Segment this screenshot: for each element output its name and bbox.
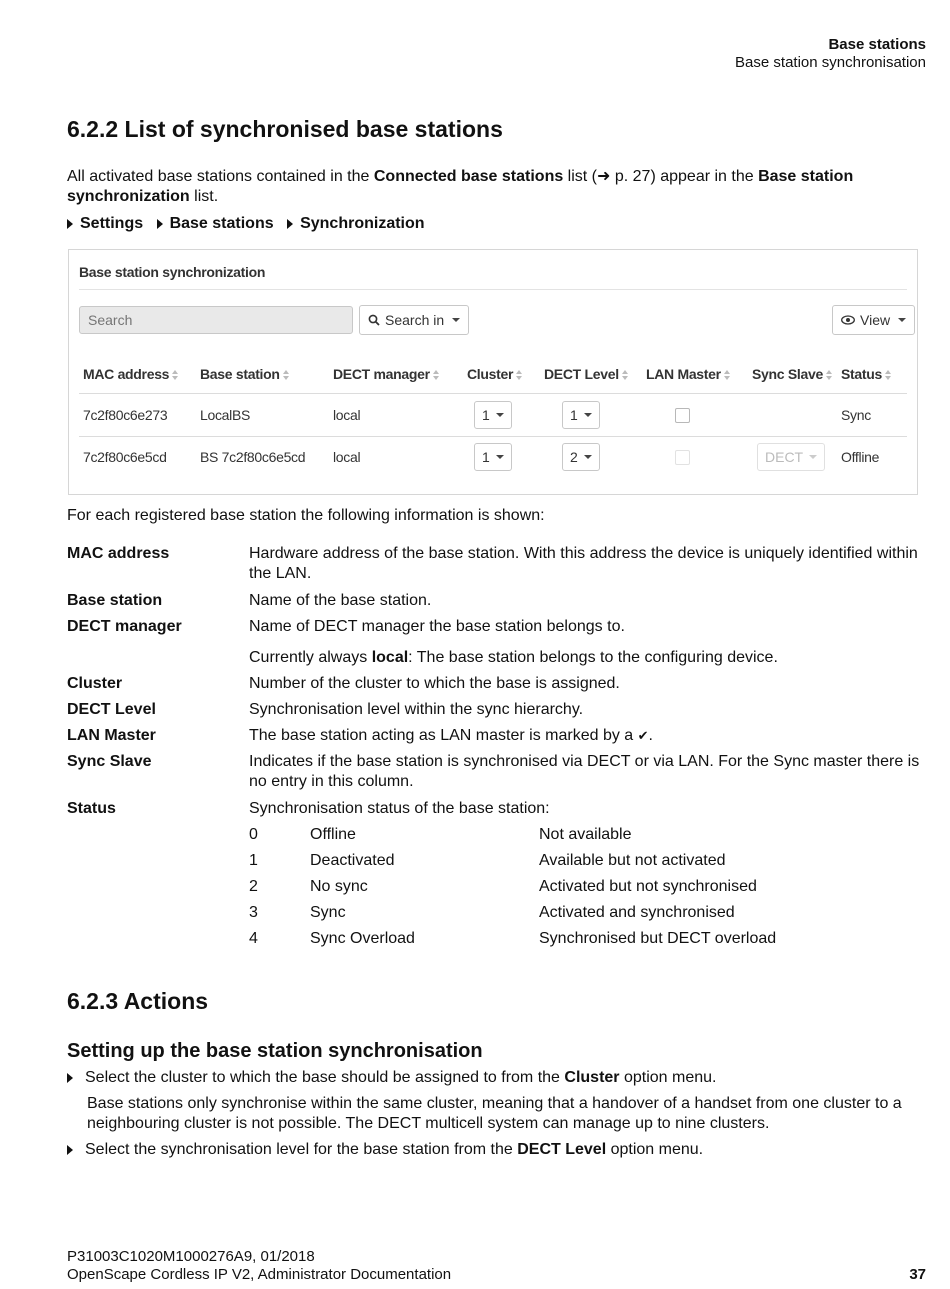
cell-base-station: LocalBS	[200, 407, 251, 423]
divider	[79, 436, 907, 437]
caret-down-icon	[452, 318, 460, 322]
desc-status: Synchronisation status of the base station:	[249, 800, 550, 817]
term-dect-manager: DECT manager	[67, 618, 182, 635]
intro-text: list.	[189, 188, 219, 205]
intro-bold-connected: Connected base stations	[373, 168, 564, 185]
intro-text: All activated base stations contained in the	[67, 168, 374, 185]
status-meaning: Synchronised but DECT overload	[539, 930, 777, 947]
step-1	[67, 1068, 927, 1088]
select-value: 1	[482, 407, 490, 423]
desc-dect-manager-note	[249, 648, 929, 668]
view-label: View	[860, 312, 891, 328]
desc-mac: Hardware address of the base station. With this address the device is uniquely identified within the LAN.	[249, 545, 918, 582]
cell-mac: 7c2f80c6e273	[83, 407, 168, 423]
step-text: option menu.	[606, 1141, 704, 1158]
intro-text: list (	[563, 168, 598, 185]
column-header-label: MAC address	[83, 366, 170, 382]
note-bold: local	[371, 649, 409, 666]
search-in-button[interactable]	[359, 305, 469, 335]
status-meaning: Activated but not synchronised	[539, 878, 757, 895]
eye-icon	[841, 315, 855, 325]
intro-paragraph	[67, 167, 927, 207]
arrow-right-icon: ➜	[597, 168, 611, 185]
triangle-right-icon	[157, 219, 163, 229]
term-status: Status	[67, 800, 116, 817]
sync-panel	[68, 249, 918, 495]
sort-icon	[172, 370, 178, 380]
column-header-label: Base station	[200, 366, 280, 382]
step-2	[67, 1140, 927, 1160]
status-code: 4	[249, 930, 258, 947]
lan-master-checkbox	[675, 450, 690, 465]
caret-down-icon	[496, 455, 504, 459]
triangle-right-icon	[287, 219, 293, 229]
term-cluster: Cluster	[67, 675, 123, 692]
select-value: DECT	[765, 449, 804, 465]
term-dect-level: DECT Level	[67, 701, 156, 718]
cell-dect-manager: local	[333, 449, 361, 465]
search-input[interactable]	[79, 306, 353, 334]
page-number: 37	[909, 1266, 926, 1283]
dect-level-select[interactable]	[562, 401, 600, 429]
cluster-select[interactable]	[474, 443, 512, 471]
select-value: 1	[482, 449, 490, 465]
caret-down-icon	[584, 413, 592, 417]
column-header-label: DECT Level	[544, 366, 619, 382]
footer-doc-id: P31003C1020M1000276A9, 01/2018	[67, 1248, 315, 1265]
caret-down-icon	[809, 455, 817, 459]
column-header-lan-master[interactable]	[646, 366, 730, 382]
term-lan-master: LAN Master	[67, 727, 156, 744]
status-code: 2	[249, 878, 258, 895]
status-code: 3	[249, 904, 258, 921]
column-header-label: Cluster	[467, 366, 514, 382]
status-name: Offline	[310, 826, 356, 843]
panel-title: Base station synchronization	[79, 264, 266, 280]
status-meaning: Not available	[539, 826, 632, 843]
term-base-station: Base station	[67, 592, 163, 609]
column-header-dect-manager[interactable]	[333, 366, 439, 382]
sort-icon	[885, 370, 891, 380]
sort-icon	[516, 370, 522, 380]
step-1-note: Base stations only synchronise within the same cluster, meaning that a handover of a handset from one cluster to a neighbouring cluster is not possible. The DECT multicell system can manage up to nine clusters.	[87, 1095, 902, 1132]
section-heading-6-2-2: 6.2.2 List of synchronised base stations	[67, 116, 503, 142]
column-header-label: DECT manager	[333, 366, 430, 382]
step-bold: Cluster	[564, 1069, 620, 1086]
caret-down-icon	[496, 413, 504, 417]
cell-mac: 7c2f80c6e5cd	[83, 449, 167, 465]
view-button[interactable]	[832, 305, 915, 335]
status-name: Deactivated	[310, 852, 395, 869]
desc-dect-level: Synchronisation level within the sync hierarchy.	[249, 701, 584, 718]
caret-down-icon	[584, 455, 592, 459]
cell-base-station: BS 7c2f80c6e5cd	[200, 449, 306, 465]
cluster-select[interactable]	[474, 401, 512, 429]
cell-status: Offline	[841, 449, 880, 465]
column-header-base-station[interactable]	[200, 366, 289, 382]
desc-text: .	[648, 727, 653, 744]
desc-lan-master	[249, 726, 929, 746]
column-header-status[interactable]	[841, 366, 891, 382]
term-sync-slave: Sync Slave	[67, 753, 152, 770]
dect-level-select[interactable]	[562, 443, 600, 471]
info-intro: For each registered base station the following information is shown:	[67, 507, 545, 524]
subheading-setup: Setting up the base station synchronisation	[67, 1040, 483, 1062]
triangle-right-icon	[67, 1145, 73, 1155]
note-text: Currently always	[249, 649, 372, 666]
triangle-right-icon	[67, 1073, 73, 1083]
status-meaning: Activated and synchronised	[539, 904, 735, 921]
sort-icon	[433, 370, 439, 380]
column-header-sync-slave[interactable]	[752, 366, 832, 382]
column-header-label: Sync Slave	[752, 366, 823, 382]
running-header	[735, 36, 926, 72]
status-code: 0	[249, 826, 258, 843]
status-meaning: Available but not activated	[539, 852, 726, 869]
cell-dect-manager: local	[333, 407, 361, 423]
search-icon	[368, 314, 380, 326]
desc-cluster: Number of the cluster to which the base is assigned.	[249, 675, 620, 692]
status-name: Sync Overload	[310, 930, 415, 947]
step-text: option menu.	[619, 1069, 717, 1086]
step-bold: DECT Level	[517, 1141, 607, 1158]
section-heading-6-2-3: 6.2.3 Actions	[67, 988, 209, 1014]
menu-path-item: Base stations	[169, 215, 274, 232]
column-header-label: Status	[841, 366, 882, 382]
checkmark-icon: ✔	[637, 728, 649, 743]
column-header-label: LAN Master	[646, 366, 721, 382]
intro-bold-sync-list: Base station synchronization	[67, 168, 854, 205]
section-title: Base station synchronisation	[735, 54, 926, 71]
triangle-right-icon	[67, 219, 73, 229]
divider	[79, 289, 907, 290]
select-value: 2	[570, 449, 578, 465]
intro-text: p. 27) appear in the	[610, 168, 759, 185]
column-header-mac[interactable]	[83, 366, 178, 382]
select-value: 1	[570, 407, 578, 423]
note-text: : The base station belongs to the configuring device.	[408, 649, 778, 666]
menu-path-item: Synchronization	[300, 215, 425, 232]
footer	[67, 1248, 451, 1284]
column-header-dect-level[interactable]	[544, 366, 628, 382]
desc-dect-manager: Name of DECT manager the base station belongs to.	[249, 618, 625, 635]
menu-path	[67, 214, 425, 234]
footer-doc-title: OpenScape Cordless IP V2, Administrator Documentation	[67, 1266, 452, 1283]
lan-master-checkbox[interactable]	[675, 408, 690, 423]
sort-icon	[283, 370, 289, 380]
desc-base-station: Name of the base station.	[249, 592, 432, 609]
search-in-label: Search in	[385, 312, 445, 328]
caret-down-icon	[898, 318, 906, 322]
menu-path-item: Settings	[80, 215, 144, 232]
cell-status: Sync	[841, 407, 871, 423]
column-header-cluster[interactable]	[467, 366, 522, 382]
desc-sync-slave: Indicates if the base station is synchronised via DECT or via LAN. For the Sync master there is no entry in this column.	[249, 753, 920, 790]
step-text: Select the synchronisation level for the base station from the	[85, 1141, 518, 1158]
chapter-title: Base stations	[828, 36, 926, 53]
sort-icon	[724, 370, 730, 380]
sort-icon	[826, 370, 832, 380]
step-text: Select the cluster to which the base should be assigned to from the	[85, 1069, 565, 1086]
status-code: 1	[249, 852, 258, 869]
desc-text: The base station acting as LAN master is marked by a	[249, 727, 638, 744]
divider	[79, 393, 907, 394]
sync-slave-select	[757, 443, 825, 471]
sort-icon	[622, 370, 628, 380]
status-name: No sync	[310, 878, 368, 895]
status-name: Sync	[310, 904, 346, 921]
term-mac: MAC address	[67, 545, 170, 562]
